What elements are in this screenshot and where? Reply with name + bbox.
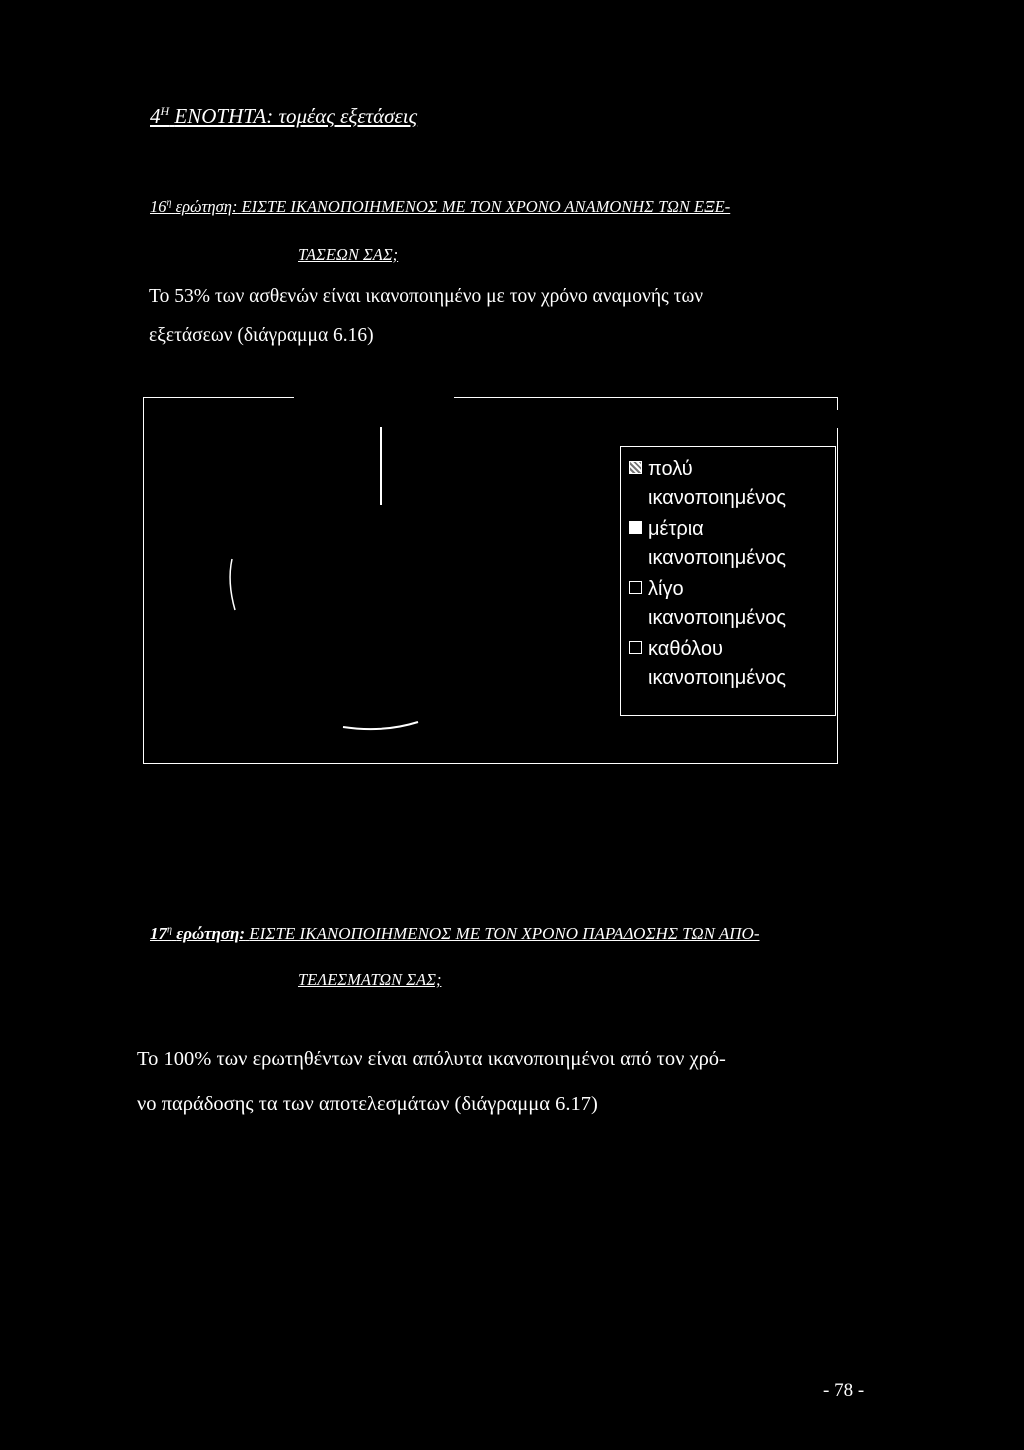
page-number: - 78 - [823, 1380, 865, 1401]
question-16-text-line1: ΕΙΣΤΕ ΙΚΑΝΟΠΟΙΗΜΕΝΟΣ ΜΕ ΤΟΝ ΧΡΟΝΟ ΑΝΑΜΟΝΗΣ ΤΩΝ ΕΞΕ- [241, 197, 731, 216]
question-17-text-line1: ΕΙΣΤΕ ΙΚΑΝΟΠΟΙΗΜΕΝΟΣ ΜΕ ΤΟΝ ΧΡΟΝΟ ΠΑΡΑΔΟΣΗΣ ΤΩΝ ΑΠΟ- [249, 924, 760, 943]
legend-item-moderate [629, 515, 835, 573]
legend-item-very [629, 455, 835, 513]
question-16-answer-line1: Το 53% των ασθενών είναι ικανοποιημένο με τον χρόνο αναμονής των [149, 286, 704, 307]
question-16-heading [150, 197, 730, 217]
legend-swatch-filled [629, 521, 642, 534]
section-title [150, 104, 417, 129]
legend-swatch-empty [629, 641, 642, 654]
question-17-text-line2: ΤΕΛΕΣΜΑΤΩΝ ΣΑΣ; [298, 970, 442, 989]
question-17-answer-line1: Το 100% των ερωτηθέντων είναι απόλυτα ικανοποιημένοι από τον χρό- [137, 1048, 726, 1070]
question-17-answer-line2: νο παράδοσης τα των αποτελεσμάτων (διάγραμμα 6.17) [137, 1093, 598, 1115]
pie-outline-fragment-left [230, 559, 235, 610]
section-title-text: ΕΝΟΤΗΤΑ: τομέας εξετάσεις [174, 104, 418, 128]
section-number: 4 [150, 104, 161, 128]
question-17-number: 17 [150, 924, 167, 943]
legend-label-line2: ικανοποιημένος [648, 607, 787, 629]
chart-legend [620, 446, 836, 716]
pie-outline-fragment-bottom [343, 722, 418, 729]
legend-item-not-at-all [629, 635, 835, 693]
question-17-number-sup: η [167, 924, 172, 936]
section-number-sup: Η [160, 104, 170, 118]
question-17-heading [150, 924, 760, 944]
legend-label-line1: λίγο [648, 578, 684, 600]
legend-label-line1: πολύ [648, 458, 693, 480]
question-17-label: ερώτηση: [176, 924, 246, 943]
legend-swatch-patterned [629, 461, 642, 474]
question-16-label: ερώτηση: [175, 197, 238, 216]
legend-swatch-empty [629, 581, 642, 594]
legend-label-line2: ικανοποιημένος [648, 487, 787, 509]
question-16-answer-line2: εξετάσεων (διάγραμμα 6.16) [149, 325, 374, 346]
legend-label-line2: ικανοποιημένος [648, 547, 787, 569]
question-16-text-line2: ΤΑΣΕΩΝ ΣΑΣ; [298, 245, 399, 264]
question-16-number-sup: η [166, 197, 172, 209]
legend-label-line2: ικανοποιημένος [648, 667, 787, 689]
legend-item-little [629, 575, 835, 633]
question-16-number: 16 [150, 197, 167, 216]
legend-label-line1: μέτρια [648, 518, 704, 540]
legend-label-line1: καθόλου [648, 638, 723, 660]
